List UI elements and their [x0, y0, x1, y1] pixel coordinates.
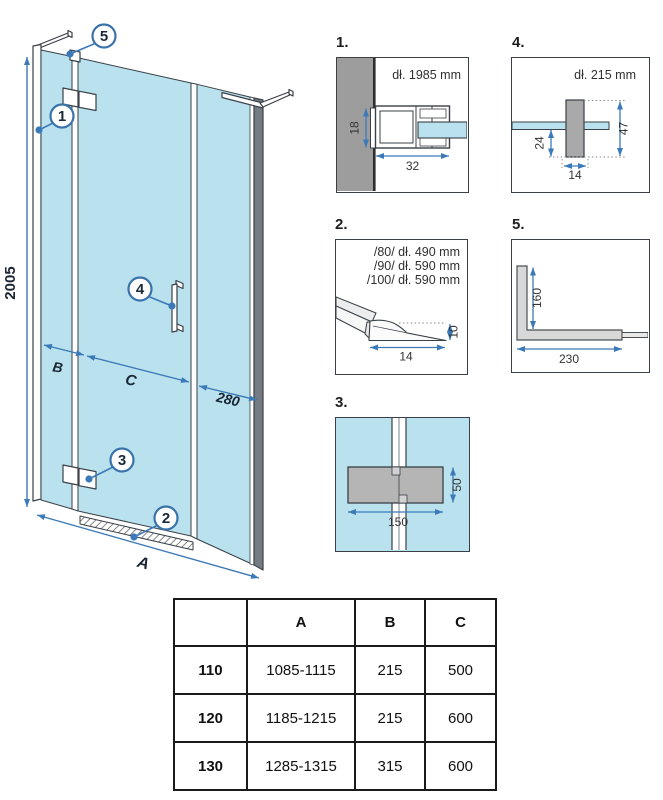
detail-3-drawing — [336, 418, 468, 550]
callout-5-number: 5 — [99, 28, 109, 45]
detail-2-box — [335, 239, 468, 375]
detail-2-drawing — [336, 240, 466, 373]
detail-2-note-100: /100/ dł. 590 mm — [366, 273, 460, 287]
size-130-b: 315 — [355, 742, 425, 790]
glass-strip — [512, 122, 609, 130]
dim-150: 150 — [387, 515, 409, 529]
size-110-a: 1085-1115 — [247, 646, 355, 694]
table-row — [174, 742, 496, 790]
dim-160: 160 — [530, 287, 544, 309]
size-130-c: 600 — [425, 742, 496, 790]
detail-4-box — [511, 57, 650, 193]
dim-50: 50 — [450, 478, 464, 492]
glass-fixed-panel-right — [197, 84, 254, 565]
bottom-hinge-plate-left — [63, 465, 78, 485]
profile-bottom-slot — [420, 138, 446, 146]
callout-3-number: 3 — [117, 452, 127, 469]
size-120-c: 600 — [425, 694, 496, 742]
bracket-rail — [622, 333, 648, 338]
header-col-a: A — [247, 599, 355, 646]
main-isometric-drawing — [0, 0, 310, 600]
top-right-bracket-arm — [260, 92, 292, 107]
top-hinge-plate-right — [79, 91, 96, 110]
dim-47: 47 — [616, 121, 631, 136]
panel-right-label: 280 — [214, 388, 242, 410]
dim-10: 10 — [446, 325, 461, 339]
size-120-a: 1185-1215 — [247, 694, 355, 742]
panel-gap-strip — [191, 83, 197, 539]
top-left-arm-cap — [68, 31, 72, 38]
handle-section — [566, 100, 584, 157]
detail-1-drawing — [337, 58, 467, 191]
dim-14: 14 — [568, 168, 582, 182]
callout-4-number: 4 — [135, 281, 145, 298]
callout-1-number: 1 — [57, 108, 67, 125]
dim-18: 18 — [347, 121, 362, 135]
panel-c-label: C — [123, 371, 138, 390]
panel-b-label: B — [51, 358, 65, 376]
dim-32: 32 — [405, 159, 420, 173]
callout-5-dot — [66, 50, 73, 57]
header-empty-cell — [174, 599, 247, 646]
callout-3-dot — [85, 475, 92, 482]
detail-2-note-80: /80/ dł. 490 mm — [373, 245, 460, 259]
detail-1-label: 1. — [336, 34, 349, 51]
detail-2-note-90: /90/ dł. 590 mm — [373, 259, 460, 273]
detail-4-note: dł. 215 mm — [574, 68, 636, 82]
detail-4-label: 4. — [512, 34, 525, 51]
detail-5-drawing — [512, 240, 648, 371]
size-110-b: 215 — [355, 646, 425, 694]
size-table — [173, 598, 497, 791]
wall-profile — [33, 45, 41, 502]
header-col-c: C — [425, 599, 496, 646]
detail-5-label: 5. — [512, 216, 525, 233]
header-col-b: B — [355, 599, 425, 646]
size-120-b: 215 — [355, 694, 425, 742]
right-edge-profile — [254, 98, 263, 570]
detail-1-box — [336, 57, 469, 193]
hinge-profile-strip — [72, 57, 78, 512]
hinge-knuckle-top — [392, 467, 400, 475]
callout-2-dot — [130, 533, 137, 540]
dim-14: 14 — [399, 349, 413, 364]
table-header-row — [174, 599, 496, 646]
profile-top-slot — [420, 109, 446, 118]
detail-3-box — [335, 417, 470, 552]
width-dimension-label: A — [135, 553, 151, 574]
callout-5 — [66, 25, 115, 58]
table-row — [174, 694, 496, 742]
callout-1-dot — [35, 126, 42, 133]
dim-230: 230 — [558, 352, 580, 366]
height-dimension-label: 2005 — [2, 266, 19, 300]
glass-in-profile — [418, 122, 467, 138]
callout-2-number: 2 — [161, 510, 171, 527]
detail-3-label: 3. — [335, 394, 348, 411]
table-row — [174, 646, 496, 694]
size-130-a: 1285-1315 — [247, 742, 355, 790]
detail-5-box — [511, 239, 650, 373]
size-120: 120 — [174, 694, 247, 742]
hinge-knuckle-bottom — [399, 495, 407, 503]
dim-24: 24 — [532, 136, 547, 150]
callout-5-leader — [70, 44, 95, 55]
callout-4-dot — [168, 302, 175, 309]
detail-1-note: dł. 1985 mm — [392, 68, 461, 82]
size-110-c: 500 — [425, 646, 496, 694]
detail-4-drawing — [512, 58, 648, 191]
size-130: 130 — [174, 742, 247, 790]
detail-2-label: 2. — [335, 216, 348, 233]
size-110: 110 — [174, 646, 247, 694]
